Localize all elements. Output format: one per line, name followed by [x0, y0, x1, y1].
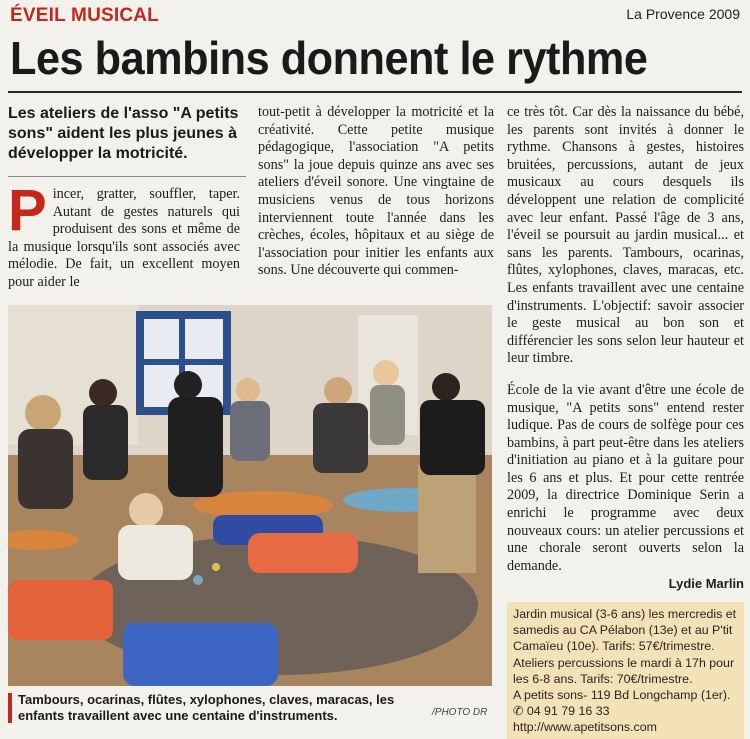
- info-address: A petits sons- 119 Bd Longchamp (1er).: [513, 688, 731, 703]
- headline: Les bambins donnent le rythme: [10, 32, 648, 84]
- caption-text: Tambours, ocarinas, flûtes, xylophones, claves, maracas, les enfants travaillent avec une centaine d'instruments.: [18, 692, 395, 723]
- article-column-3: [507, 104, 744, 593]
- photo-caption: [8, 692, 492, 724]
- info-ateliers-percussions: Ateliers percussions le mardi à 17h pour les 6-8 ans. Tarifs: 70€/trimestre.: [513, 655, 735, 686]
- info-phone: ✆ 04 91 79 16 33: [513, 704, 610, 719]
- lead-paragraph: Les ateliers de l'asso "A petits sons" aident les plus jeunes à développer la motricité.: [8, 105, 239, 162]
- section-rubric: ÉVEIL MUSICAL: [10, 5, 159, 26]
- practical-info-box: [507, 602, 744, 739]
- headline-rule: [8, 91, 742, 93]
- column-3-paragraph-1: ce très tôt. Car dès la naissance du bébé, les parents sont invités à donner le rythme. Chansons à gestes, histoires bruitées, percussions, autant de jeux musicaux au cours desquels ils développent une relation de complicité avec leur enfant. Passé l'âge de 3 ans, l'éveil se poursuit au jardin musical... et sans les parents. Tambours, ocarinas, flûtes, xylophones, claves, maracas, etc. Les enfants travaillent avec une centaine d'instruments. L'objectif: savoir associer le geste musical au bon son et différencier les sons selon leur hauteur et leur timbre.: [507, 104, 744, 367]
- lead-divider: [8, 176, 246, 177]
- photo-credit: /PHOTO DR: [432, 707, 488, 718]
- photo-illustration: [8, 305, 492, 686]
- info-website: http://www.apetitsons.com: [513, 720, 657, 735]
- article-column-2: [258, 104, 494, 280]
- column-1-text: incer, gratter, souffler, taper. Autant de gestes naturels qui produisent des sons et même de la musique lorsqu'ils sont associés avec mélodie. De fait, un excellent moyen pour aider le: [8, 186, 240, 290]
- caption-marker: [8, 693, 12, 723]
- source-label: La Provence 2009: [626, 6, 740, 22]
- info-jardin-musical: Jardin musical (3-6 ans) les mercredis et samedis au CA Pélabon (13e) et au P'tit Camaïeu (10e). Tarifs: 57€/trimestre.: [513, 607, 737, 654]
- column-3-paragraph-2: École de la vie avant d'être une école de musique, "A petits sons" entend rester ludique. Pas de cours de solfège pour ces bambins, à part peut-être dans les ateliers d'initiation au piano et à la guitare pour les 6 ans et plus. Et pour cette rentrée 2009, la directrice Dominique Serin a enrichi le programme avec deux nouveaux cours: un atelier percussions et une chorale seront ouverts selon la demande.: [507, 381, 744, 574]
- author-signature: Lydie Marlin: [668, 576, 744, 592]
- article-column-1: [8, 178, 240, 292]
- article-photo: [8, 305, 492, 686]
- drop-cap: P: [8, 178, 47, 243]
- column-2-text: tout-petit à développer la motricité et la créativité. Cette petite musique pédagogique, l'association "A petits sons" la joue depuis quinze ans avec ses ateliers d'éveil sonore. Une vingtaine de musiciens venus de tous horizons interviennent toute l'année dans les crèches, écoles, hôpitaux et au siège de l'association pour initier les enfants aux sons. Une découverte qui commen-: [258, 104, 494, 279]
